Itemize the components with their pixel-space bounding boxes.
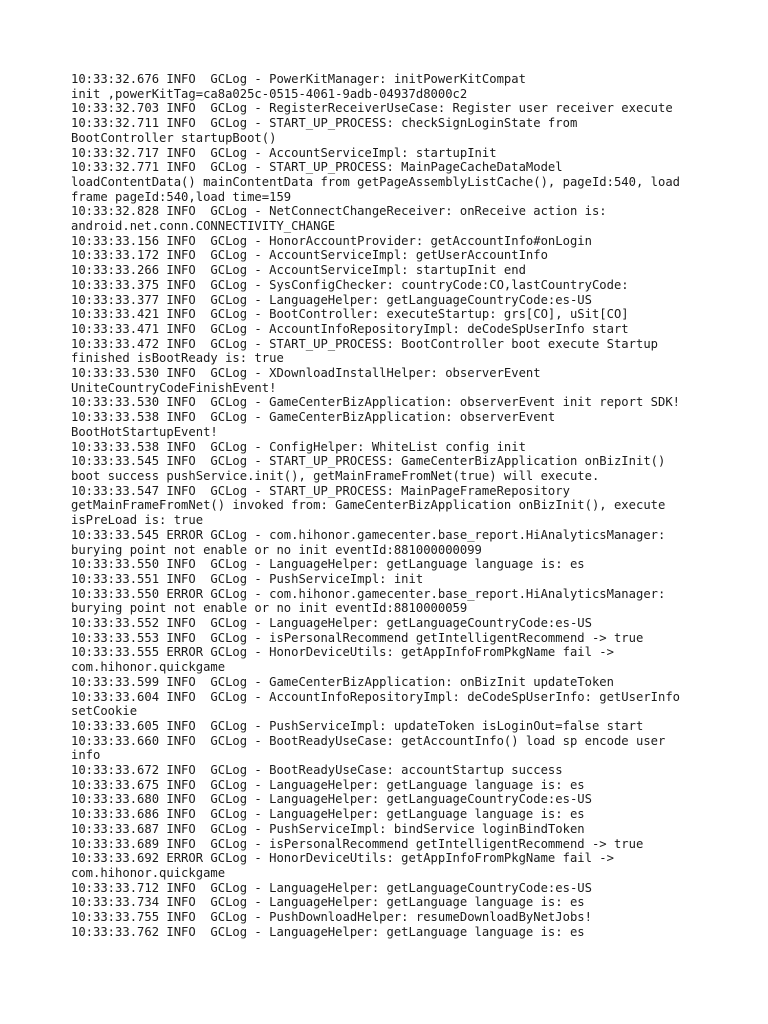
log-line: 10:33:33.755 INFO GCLog - PushDownloadHelper: resumeDownloadByNetJobs! xyxy=(71,910,592,925)
log-line: 10:33:33.550 INFO GCLog - LanguageHelper: getLanguage language is: es xyxy=(71,557,585,572)
log-line: 10:33:33.605 INFO GCLog - PushServiceImpl: updateToken isLoginOut=false start xyxy=(71,718,644,733)
log-line: isPreLoad is: true xyxy=(71,513,204,528)
log-line: 10:33:33.538 INFO GCLog - ConfigHelper: WhiteList config init xyxy=(71,439,526,454)
log-line: 10:33:32.703 INFO GCLog - RegisterReceiverUseCase: Register user receiver execute xyxy=(71,101,673,116)
log-line: 10:33:33.680 INFO GCLog - LanguageHelper: getLanguageCountryCode:es-US xyxy=(71,792,592,807)
log-line: 10:33:32.676 INFO GCLog - PowerKitManager: initPowerKitCompat xyxy=(71,72,526,86)
log-line: 10:33:33.472 INFO GCLog - START_UP_PROCESS: BootController boot execute Startup xyxy=(71,336,658,351)
log-line: 10:33:33.552 INFO GCLog - LanguageHelper: getLanguageCountryCode:es-US xyxy=(71,616,592,631)
log-line: 10:33:33.712 INFO GCLog - LanguageHelper: getLanguageCountryCode:es-US xyxy=(71,880,592,895)
log-line: 10:33:32.771 INFO GCLog - START_UP_PROCESS: MainPageCacheDataModel xyxy=(71,160,563,175)
log-line: 10:33:33.672 INFO GCLog - BootReadyUseCase: accountStartup success xyxy=(71,763,563,778)
log-line: 10:33:33.266 INFO GCLog - AccountServiceImpl: startupInit end xyxy=(71,263,526,278)
log-line: 10:33:33.156 INFO GCLog - HonorAccountProvider: getAccountInfo#onLogin xyxy=(71,233,592,248)
log-line: 10:33:33.692 ERROR GCLog - HonorDeviceUtils: getAppInfoFromPkgName fail -> xyxy=(71,851,614,866)
log-line: com.hihonor.quickgame xyxy=(71,660,226,675)
log-line: burying point not enable or no init eventId:8810000059 xyxy=(71,601,468,616)
log-line: 10:33:32.717 INFO GCLog - AccountServiceImpl: startupInit xyxy=(71,145,497,160)
log-line: 10:33:33.547 INFO GCLog - START_UP_PROCESS: MainPageFrameRepository xyxy=(71,483,570,498)
log-line: android.net.conn.CONNECTIVITY_CHANGE xyxy=(71,219,336,234)
log-line: 10:33:33.551 INFO GCLog - PushServiceImpl: init xyxy=(71,571,424,586)
log-line: 10:33:33.550 ERROR GCLog - com.hihonor.gamecenter.base_report.HiAnalyticsManager: xyxy=(71,586,666,601)
log-line: 10:33:33.555 ERROR GCLog - HonorDeviceUtils: getAppInfoFromPkgName fail -> xyxy=(71,645,614,660)
log-line: 10:33:33.599 INFO GCLog - GameCenterBizApplication: onBizInit updateToken xyxy=(71,674,614,689)
log-line: setCookie xyxy=(71,704,138,719)
log-line: 10:33:33.689 INFO GCLog - isPersonalRecommend getIntelligentRecommend -> true xyxy=(71,836,644,851)
log-line: 10:33:33.686 INFO GCLog - LanguageHelper: getLanguage language is: es xyxy=(71,807,585,822)
log-document xyxy=(71,72,711,939)
log-line: 10:33:33.530 INFO GCLog - XDownloadInstallHelper: observerEvent xyxy=(71,366,541,381)
log-line: 10:33:33.604 INFO GCLog - AccountInfoRepositoryImpl: deCodeSpUserInfo: getUserInfo xyxy=(71,689,681,704)
log-line: init ,powerKitTag=ca8a025c-0515-4061-9adb-04937d8000c2 xyxy=(71,86,468,101)
log-line: loadContentData() mainContentData from getPageAssemblyListCache(), pageId:540, load xyxy=(71,174,681,189)
log-line: 10:33:33.762 INFO GCLog - LanguageHelper: getLanguage language is: es xyxy=(71,924,585,939)
log-line: 10:33:33.377 INFO GCLog - LanguageHelper: getLanguageCountryCode:es-US xyxy=(71,292,592,307)
log-line: 10:33:33.545 ERROR GCLog - com.hihonor.gamecenter.base_report.HiAnalyticsManager: xyxy=(71,527,666,542)
log-line: 10:33:32.828 INFO GCLog - NetConnectChangeReceiver: onReceive action is: xyxy=(71,204,607,219)
log-line: 10:33:33.553 INFO GCLog - isPersonalRecommend getIntelligentRecommend -> true xyxy=(71,630,644,645)
log-line: finished isBootReady is: true xyxy=(71,351,284,366)
log-line: UniteCountryCodeFinishEvent! xyxy=(71,380,277,395)
log-line: getMainFrameFromNet() invoked from: GameCenterBizApplication onBizInit(), execute xyxy=(71,498,666,513)
log-line: 10:33:33.660 INFO GCLog - BootReadyUseCase: getAccountInfo() load sp encode user xyxy=(71,733,666,748)
log-line: 10:33:33.687 INFO GCLog - PushServiceImpl: bindService loginBindToken xyxy=(71,821,585,836)
log-line: 10:33:33.675 INFO GCLog - LanguageHelper: getLanguage language is: es xyxy=(71,777,585,792)
log-line: com.hihonor.quickgame xyxy=(71,865,226,880)
log-line: 10:33:33.421 INFO GCLog - BootController: executeStartup: grs[CO], uSit[CO] xyxy=(71,307,629,322)
log-line: 10:33:33.538 INFO GCLog - GameCenterBizApplication: observerEvent xyxy=(71,410,556,425)
log-line: 10:33:32.711 INFO GCLog - START_UP_PROCESS: checkSignLoginState from xyxy=(71,116,578,131)
log-line: 10:33:33.545 INFO GCLog - START_UP_PROCESS: GameCenterBizApplication onBizInit() xyxy=(71,454,666,469)
log-line: BootController startupBoot() xyxy=(71,130,277,145)
log-line: 10:33:33.375 INFO GCLog - SysConfigChecker: countryCode:CO,lastCountryCode: xyxy=(71,277,629,292)
log-line: BootHotStartupEvent! xyxy=(71,424,218,439)
log-line: frame pageId:540,load time=159 xyxy=(71,189,292,204)
log-line: 10:33:33.734 INFO GCLog - LanguageHelper: getLanguage language is: es xyxy=(71,895,585,910)
log-line: 10:33:33.471 INFO GCLog - AccountInfoRepositoryImpl: deCodeSpUserInfo start xyxy=(71,321,629,336)
log-line: 10:33:33.172 INFO GCLog - AccountServiceImpl: getUserAccountInfo xyxy=(71,248,548,263)
log-line: info xyxy=(71,748,101,763)
log-line: boot success pushService.init(), getMainFrameFromNet(true) will execute. xyxy=(71,468,600,483)
log-line: 10:33:33.530 INFO GCLog - GameCenterBizApplication: observerEvent init report SDK! xyxy=(71,395,681,410)
log-line: burying point not enable or no init eventId:881000000099 xyxy=(71,542,482,557)
